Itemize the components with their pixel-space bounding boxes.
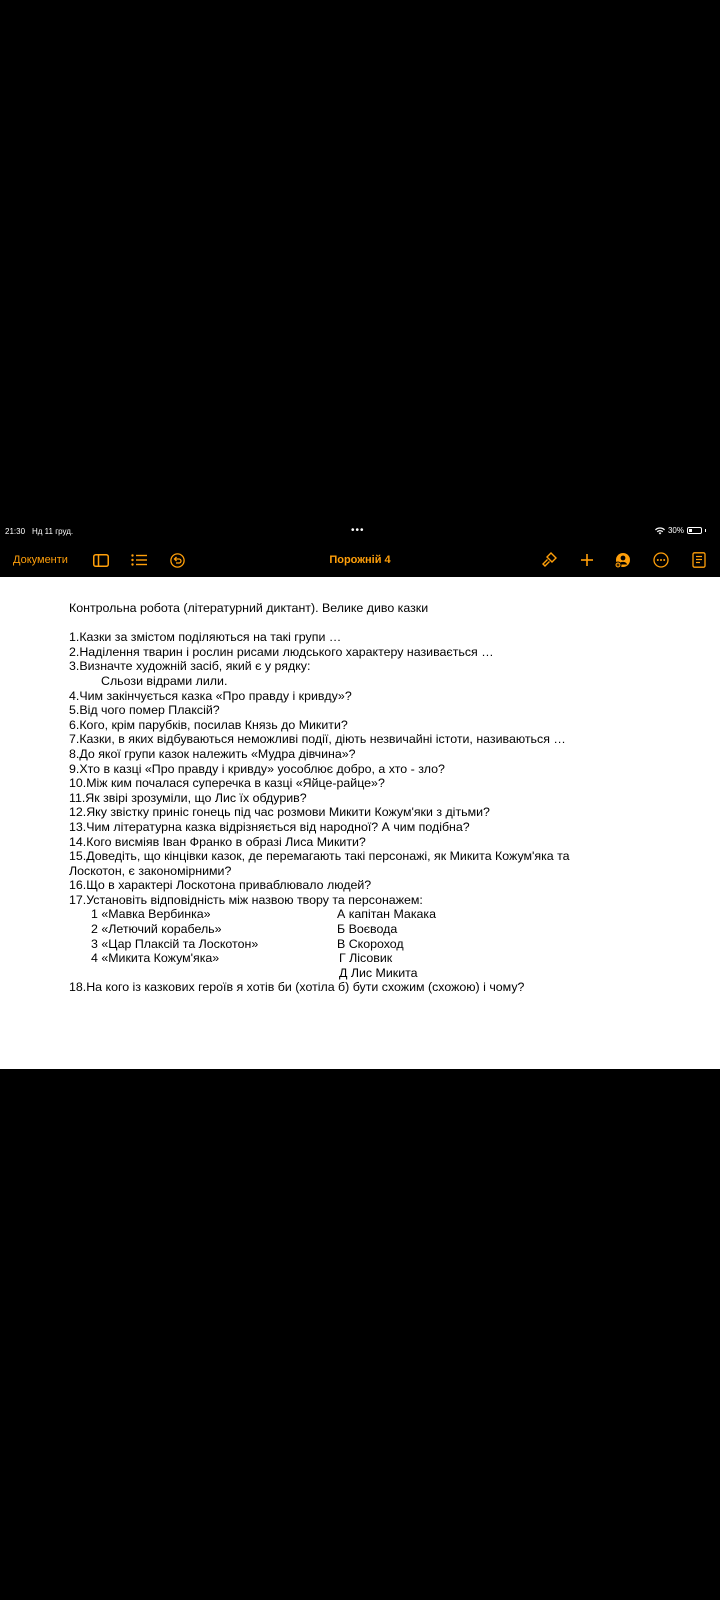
wifi-icon [655,527,665,535]
question-3: 3.Визначте художній засіб, який є у рядку: [69,659,311,674]
matching-row [69,907,709,922]
more-icon[interactable] [652,551,670,569]
document-settings-icon[interactable] [690,551,708,569]
battery-percent: 30% [667,526,684,535]
paintbrush-icon[interactable] [540,551,558,569]
question-11: 11.Як звірі зрозуміли, що Лис їх обдурив? [69,790,307,805]
toolbar [0,545,720,575]
question-15: 15.Доведіть, що кінцівки казок, де перемагають такі персонажі, як Микита Кожум'яка та Лоскотон, є закономірними? [69,849,570,878]
question-14: 14.Кого висміяв Іван Франко в образі Лиса Микити? [69,834,366,849]
question-16: 16.Що в характері Лоскотона приваблювало людей? [69,878,372,893]
plus-icon[interactable] [578,551,596,569]
matching-work-empty [69,966,337,981]
matching-row [69,937,709,952]
question-5: 5.Від чого помер Плаксій? [69,703,220,718]
status-date: Нд 11 груд. [32,527,74,536]
document-heading: Контрольна робота (літературний диктант). Велике диво казки [69,601,429,615]
matching-character: А капітан Макака [337,907,436,922]
matching-character: Г Лісовик [339,951,393,966]
battery-nub [705,529,706,532]
battery-icon [687,527,702,534]
question-12: 12.Яку звістку приніс гонець під час розмови Микити Кожум'яки з дітьми? [69,805,490,820]
question-18: 18.На кого із казкових героїв я хотів би (хотіла б) бути схожим (схожою) і чому? [69,980,525,995]
status-bar [0,525,720,539]
document-body[interactable] [69,601,709,995]
matching-character: Б Воєвода [337,922,398,937]
document-page[interactable] [0,577,720,1069]
question-8: 8.До якої групи казок належить «Мудра дівчина»? [69,746,356,761]
question-3-example: Сльози відрами лили. [101,673,228,688]
matching-work: 3 «Цар Плаксій та Лоскотон» [91,936,259,951]
question-9: 9.Хто в казці «Про правду і кривду» уособлює добро, а хто - зло? [69,761,445,776]
matching-row [69,951,709,966]
question-6: 6.Кого, крім парубків, посилав Князь до Микити? [69,717,348,732]
status-time: 21:30 [5,527,26,536]
matching-work: 4 «Микита Кожум'яка» [91,951,220,966]
documents-back-button[interactable]: Документи [13,554,68,566]
question-7: 7.Казки, в яких відбуваються неможливі події, діють незвичайні істоти, називаються … [69,732,566,747]
matching-work: 2 «Летючий корабель» [91,922,222,937]
question-1: 1.Казки за змістом поділяються на такі групи … [69,630,342,645]
matching-row [69,922,709,937]
matching-row [69,966,709,981]
question-17: 17.Установіть відповідність між назвою твору та персонажем: [69,892,423,907]
question-13: 13.Чим літературна казка відрізняється від народної? А чим подібна? [69,819,470,834]
question-10: 10.Між ким почалася суперечка в казці «Яйце-райце»? [69,776,385,791]
question-2: 2.Наділення тварин і рослин рисами людського характеру називається … [69,644,494,659]
collaborate-icon[interactable] [614,551,632,569]
document-title[interactable]: Порожній 4 [329,554,391,566]
question-4: 4.Чим закінчується казка «Про правду і кривду»? [69,688,352,703]
matching-character: В Скороход [337,936,404,951]
multitasking-dots[interactable]: ••• [351,525,365,536]
matching-character: Д Лис Микита [339,965,418,980]
matching-work: 1 «Мавка Вербинка» [91,907,211,922]
status-indicators [655,526,706,535]
